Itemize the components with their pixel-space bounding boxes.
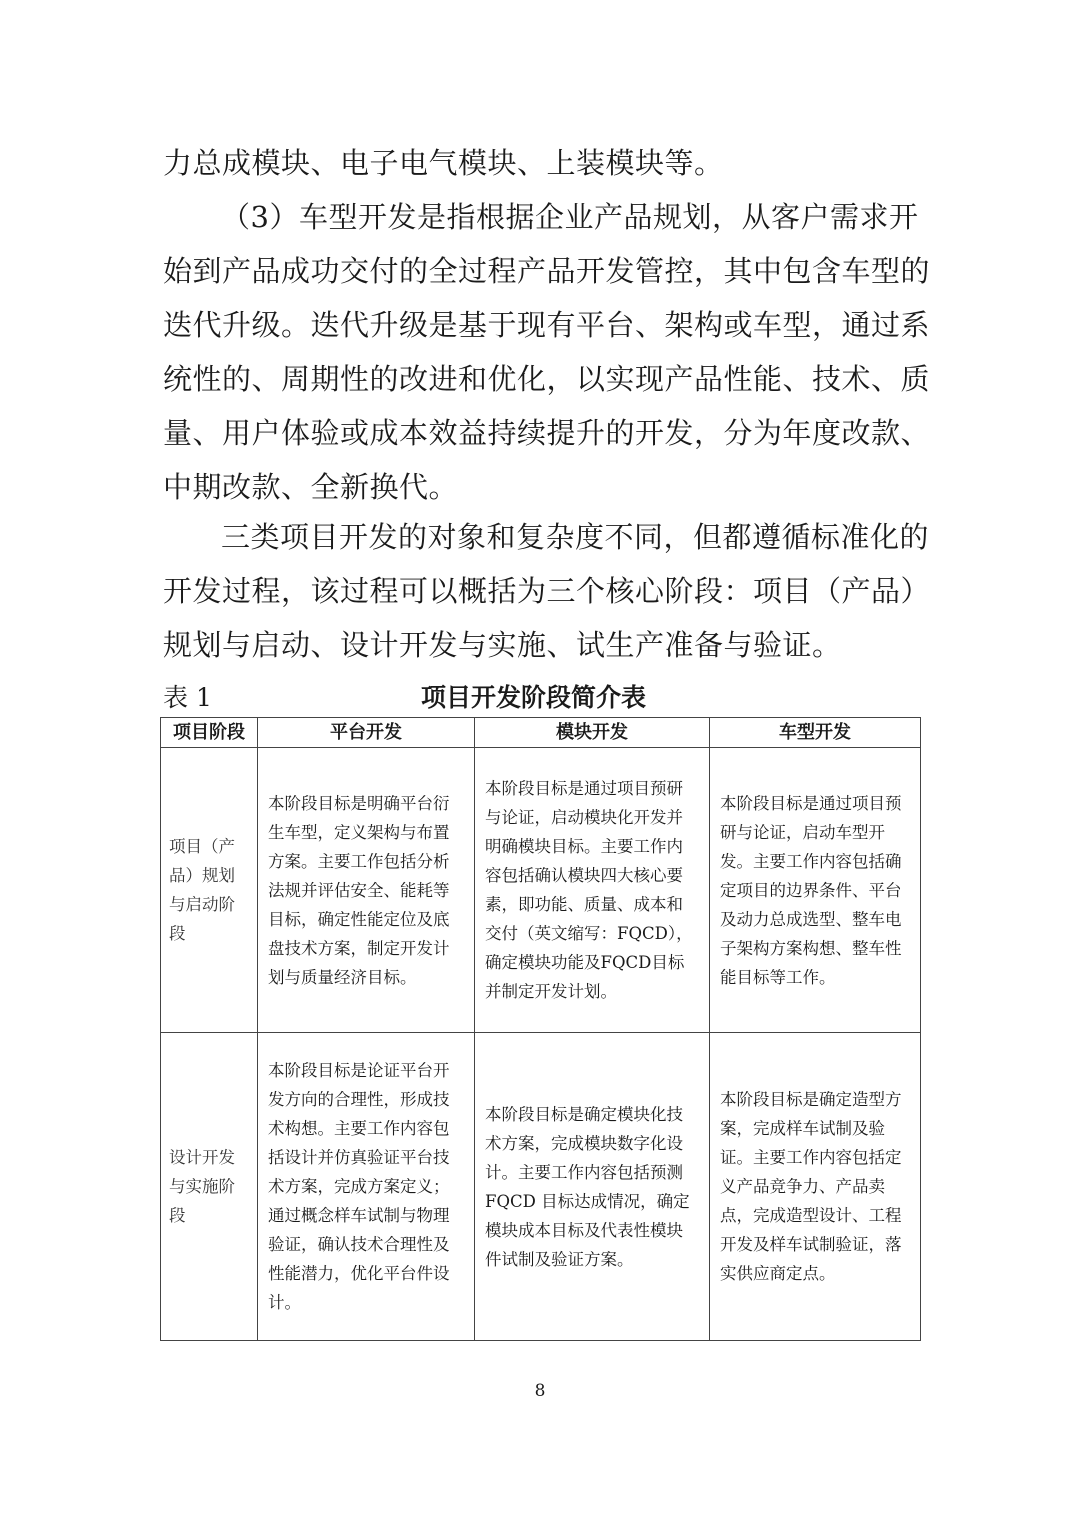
- platform-text: 本阶段目标是论证平台开发方向的合理性，形成技术构想。主要工作内容包括设计并仿真验证平台技术方案，完成方案定义；通过概念样车试制与物理验证，确认技术合理性及性能潜力，优化平台件设计。: [268, 1061, 450, 1312]
- table-row: [161, 748, 921, 1033]
- table-row: [161, 1033, 921, 1341]
- module-cell: [475, 748, 710, 1033]
- stage-text: 项目（产品）规划与启动阶段: [169, 837, 235, 943]
- vehicle-text: 本阶段目标是确定造型方案，完成样车试制及验证。主要工作内容包括定义产品竞争力、产品卖点，完成造型设计、工程开发及样车试制验证，落实供应商定点。: [720, 1090, 902, 1283]
- text-line: 量、用户体验或成本效益持续提升的开发，分为年度改款、: [163, 416, 931, 450]
- table-caption: [163, 681, 920, 717]
- platform-cell: [258, 1033, 475, 1341]
- text-line: 始到产品成功交付的全过程产品开发管控，其中包含车型的: [163, 254, 931, 288]
- module-text: 本阶段目标是确定模块化技术方案，完成模块数字化设计。主要工作内容包括预测 FQCD 目标达成情况，确定模块成本目标及代表性模块件试制及验证方案。: [485, 1104, 690, 1269]
- stage-cell: [161, 1033, 258, 1341]
- header-vehicle: 车型开发: [710, 718, 921, 748]
- text-line: 三类项目开发的对象和复杂度不同，但都遵循标准化的: [221, 520, 930, 554]
- table-header-row: [161, 718, 921, 748]
- table-title: 项目开发阶段简介表: [421, 683, 647, 712]
- paragraph-three-project-types: [163, 510, 931, 672]
- header-module: 模块开发: [475, 718, 710, 748]
- paragraph-vehicle-development: [163, 190, 931, 514]
- text-line: （3）车型开发是指根据企业产品规划，从客户需求开: [221, 200, 919, 234]
- vehicle-text: 本阶段目标是通过项目预研与论证，启动车型开发。主要工作内容包括确定项目的边界条件、平台及动力总成选型、整车电子架构方案构想、整车性能目标等工作。: [720, 793, 902, 987]
- text-line: 迭代升级。迭代升级是基于现有平台、架构或车型，通过系: [163, 308, 931, 342]
- text-line: 中期改款、全新换代。: [163, 470, 459, 504]
- header-platform: 平台开发: [258, 718, 475, 748]
- module-text: 本阶段目标是通过项目预研与论证，启动模块化开发并明确模块目标。主要工作内容包括确认模块四大核心要素，即功能、质量、成本和交付（英文缩写：FQCD），确定模块功能及FQCD目标并制定开发计划。: [485, 779, 693, 1001]
- module-cell: [475, 1033, 710, 1341]
- stage-cell: [161, 748, 258, 1033]
- platform-text: 本阶段目标是明确平台衍生车型，定义架构与布置方案。主要工作包括分析法规并评估安全、能耗等目标，确定性能定位及底盘技术方案，制定开发计划与质量经济目标。: [268, 793, 450, 987]
- text-line: 力总成模块、电子电气模块、上装模块等。: [163, 146, 724, 180]
- text-line: 规划与启动、设计开发与实施、试生产准备与验证。: [163, 628, 842, 662]
- header-stage: 项目阶段: [161, 718, 258, 748]
- text-line: 统性的、周期性的改进和优化，以实现产品性能、技术、质: [163, 362, 931, 396]
- table-label: 表 1: [163, 683, 212, 712]
- vehicle-cell: [710, 748, 921, 1033]
- page-number: 8: [534, 1381, 546, 1401]
- platform-cell: [258, 748, 475, 1033]
- text-line: 开发过程，该过程可以概括为三个核心阶段：项目（产品）: [163, 574, 931, 608]
- project-phase-table: [160, 717, 921, 1341]
- stage-text: 设计开发与实施阶段: [169, 1148, 235, 1225]
- vehicle-cell: [710, 1033, 921, 1341]
- paragraph-continuation: [163, 136, 915, 190]
